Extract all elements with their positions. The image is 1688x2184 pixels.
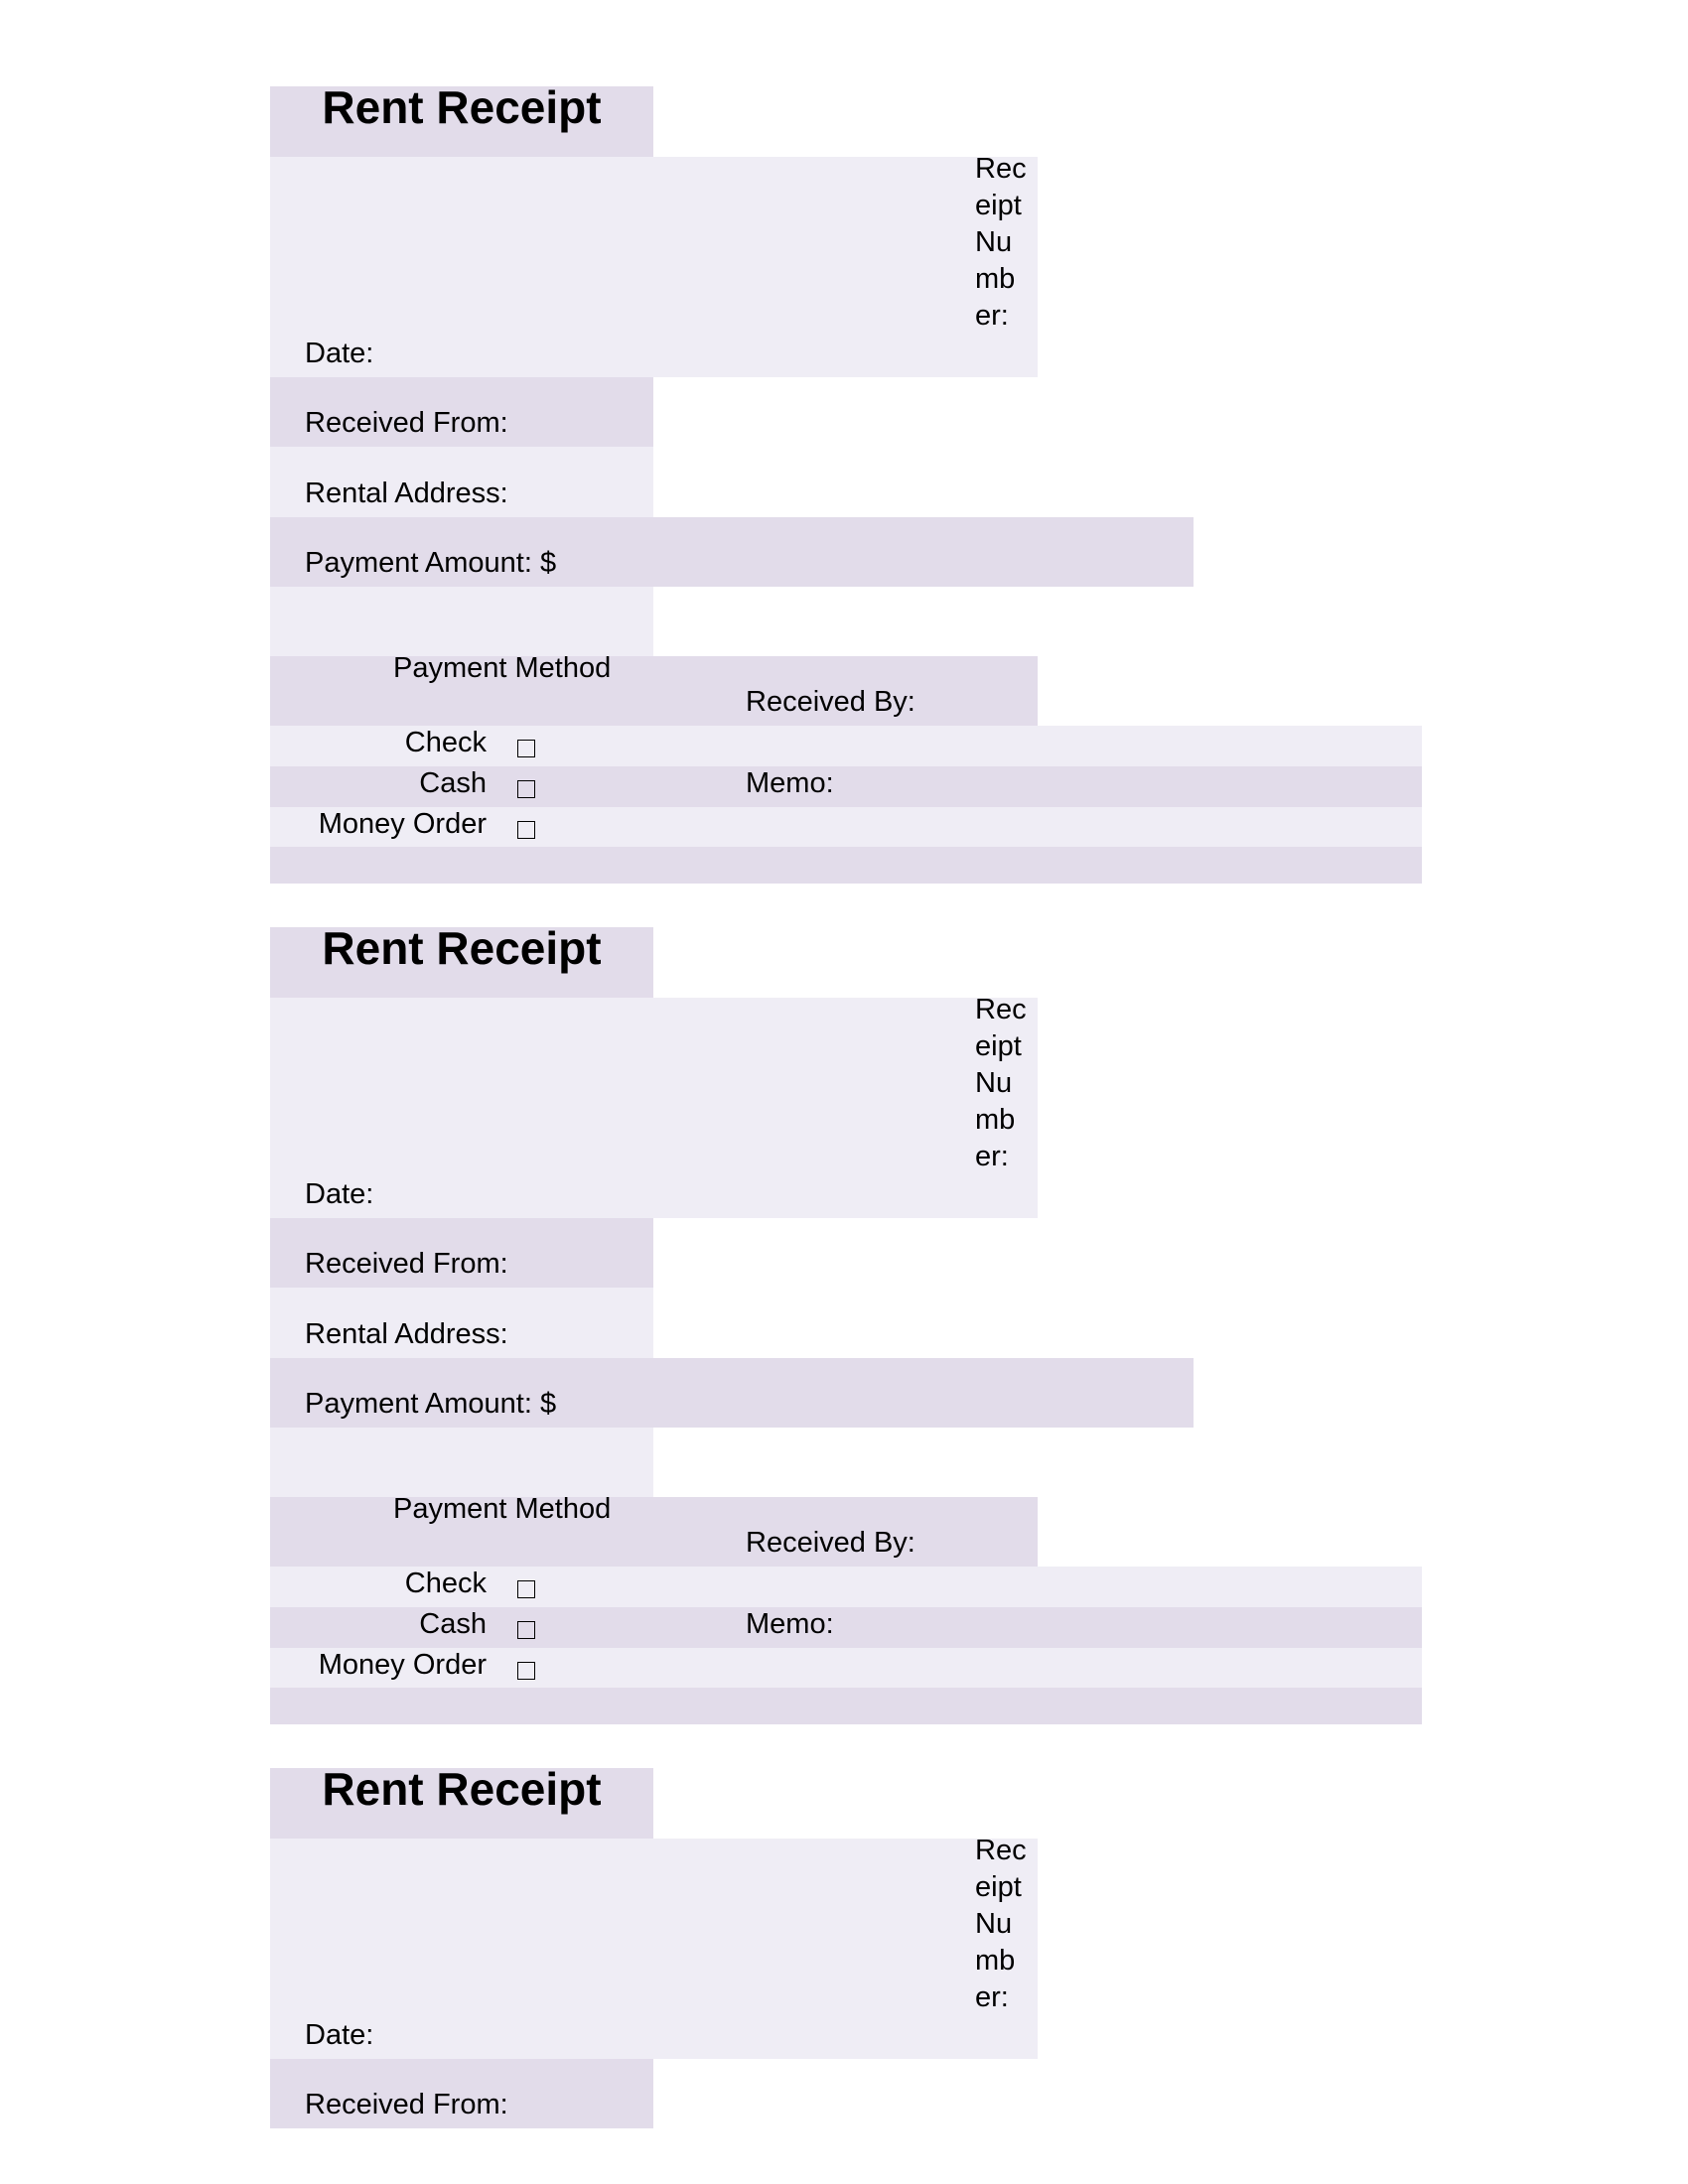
date-label: Date: (305, 338, 374, 369)
received-by-label: Received By: (746, 1527, 915, 1559)
payment-amount-label: Payment Amount: $ (305, 547, 557, 579)
receipt-title: Rent Receipt (322, 1763, 602, 1815)
date-band (270, 998, 1038, 1218)
method-cash-label: Cash (419, 1608, 487, 1640)
payment-method-band (270, 1497, 1038, 1567)
receipt-1 (0, 0, 1688, 844)
method-money-order-label: Money Order (318, 1649, 487, 1681)
received-by-label: Received By: (746, 686, 915, 718)
payment-method-label: Payment Method (393, 652, 612, 684)
receipt-number-label: Receipt Number: (975, 994, 1027, 1172)
method-money-order-label: Money Order (318, 808, 487, 840)
date-band (270, 157, 1038, 377)
money-order-checkbox[interactable] (517, 821, 535, 839)
method-check-label: Check (404, 727, 487, 758)
received-from-label: Received From: (305, 2089, 508, 2120)
memo-label: Memo: (746, 1608, 834, 1640)
rental-address-label: Rental Address: (305, 1318, 508, 1350)
date-label: Date: (305, 1178, 374, 1210)
cash-checkbox[interactable] (517, 1621, 535, 1639)
check-checkbox[interactable] (517, 1580, 535, 1598)
spacer-band (270, 587, 653, 656)
check-checkbox[interactable] (517, 740, 535, 757)
method-cash-label: Cash (419, 767, 487, 799)
payment-method-band (270, 656, 1038, 726)
receipt-title: Rent Receipt (322, 81, 602, 133)
cash-checkbox[interactable] (517, 780, 535, 798)
receipt-number-label: Receipt Number: (975, 153, 1027, 332)
date-band (270, 1839, 1038, 2059)
receipt-3 (0, 1682, 1688, 2184)
received-from-label: Received From: (305, 1248, 508, 1280)
received-from-label: Received From: (305, 407, 508, 439)
payment-method-label: Payment Method (393, 1493, 612, 1525)
spacer-band (270, 1428, 653, 1497)
rental-address-label: Rental Address: (305, 478, 508, 509)
memo-label: Memo: (746, 767, 834, 799)
receipt-2 (0, 841, 1688, 1685)
date-label: Date: (305, 2019, 374, 2051)
method-check-label: Check (404, 1568, 487, 1599)
receipt-number-label: Receipt Number: (975, 1835, 1027, 2013)
payment-amount-label: Payment Amount: $ (305, 1388, 557, 1420)
money-order-checkbox[interactable] (517, 1662, 535, 1680)
receipt-title: Rent Receipt (322, 922, 602, 974)
